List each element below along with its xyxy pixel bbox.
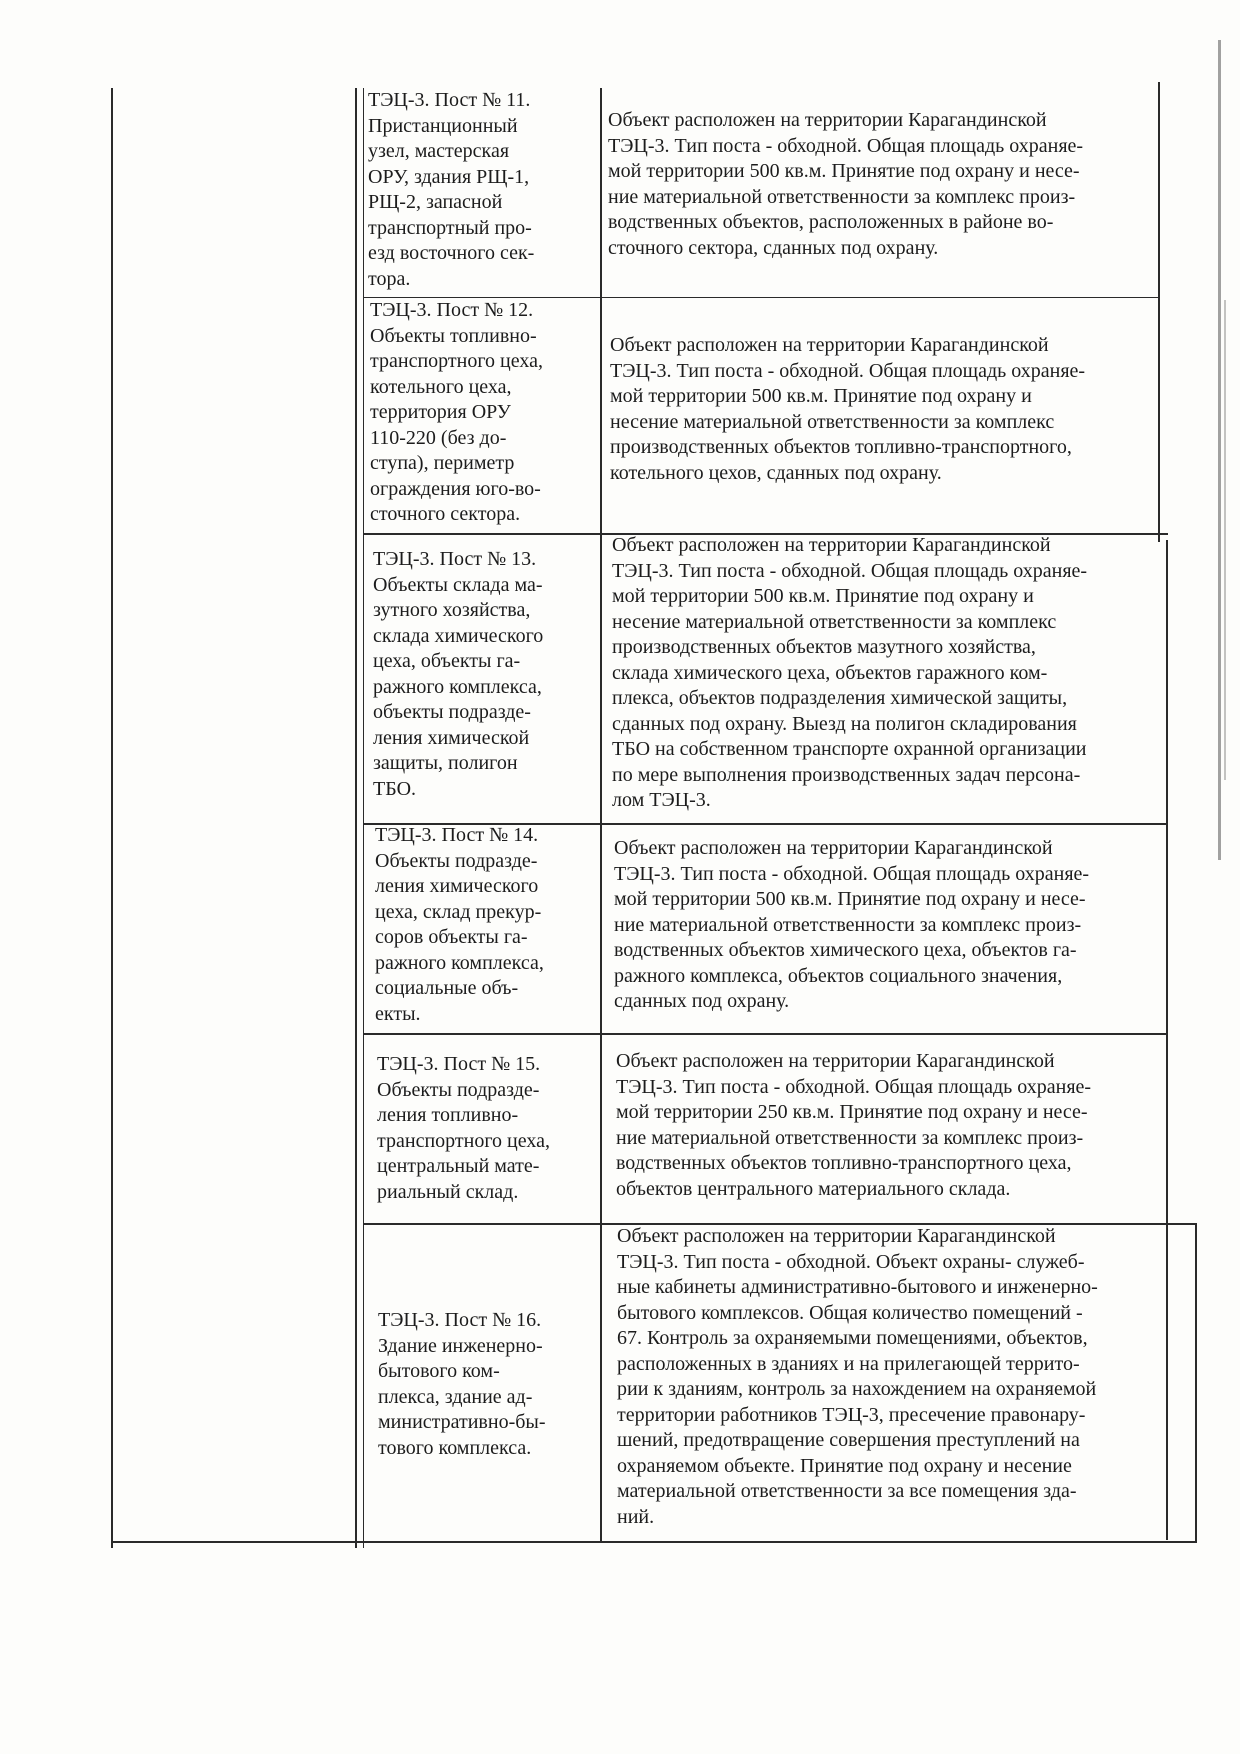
description-cell-15: Объект расположен на территории Карагандинской ТЭЦ-3. Тип поста - обходной. Общая площадь охраняе- мой территории 250 кв.м. Принятие под охрану и несе- ние материальной ответственности за комплекс произ- водственных объектов топливно-транспортного цеха, объектов центрального материального склада. (616, 1050, 1092, 1200)
left-border (111, 88, 113, 1548)
post-cell-16: ТЭЦ-3. Пост № 16. Здание инженерно- бытового ком- плекса, здание ад- министративно-бы- тового комплекса. (378, 1309, 546, 1459)
post-cell-14: ТЭЦ-3. Пост № 14. Объекты подразде- ления химического цеха, склад прекур- соров объекты га- ражного комплекса, социальные объ- екты. (375, 824, 544, 1025)
bottom-border (111, 1541, 1197, 1543)
column-divider-1 (355, 88, 357, 1548)
right-border-outer (1195, 1223, 1197, 1541)
description-cell-14: Объект расположен на территории Карагандинской ТЭЦ-3. Тип поста - обходной. Общая площадь охраняе- мой территории 500 кв.м. Принятие под охрану и несе- ние материальной ответственности за комплекс произ- водственных объектов химического цеха, объектов га- ражного комплекса, объектов социального значения, сданных под охрану. (614, 837, 1090, 1012)
column-divider-2 (600, 88, 602, 1543)
description-cell-11: Объект расположен на территории Карагандинской ТЭЦ-3. Тип поста - обходной. Общая площадь охраняе- мой территории 500 кв.м. Принятие под охрану и несе- ние материальной ответственности за комплекс произ- водственных объектов, расположенных в районе во- сточного сектора, сданных под охрану. (608, 109, 1084, 259)
post-cell-11: ТЭЦ-3. Пост № 11. Пристанционный узел, мастерская ОРУ, здания РЩ-1, РЩ-2, запасной транспортный про- езд восточного сек- тора. (368, 89, 535, 290)
description-cell-16: Объект расположен на территории Карагандинской ТЭЦ-3. Тип поста - обходной. Объект охраны- служеб- ные кабинеты административно-бытового и инженерно- бытового комплексов. Общая количество помещений - 67. Контроль за охраняемыми помещениями, объектов, расположенных в зданиях и на прилегающей террито- рии к зданиям, контроль за нахождением на охраняемой территории работников ТЭЦ-3, пресечение правонару- шений, предотвращение совершения преступлений на охраняемом объекте. Принятие под охрану и несение материальной ответственности за все помещения зда- ний. (617, 1225, 1098, 1528)
row-divider-14-15 (363, 1033, 1168, 1035)
description-cell-12: Объект расположен на территории Карагандинской ТЭЦ-3. Тип поста - обходной. Общая площадь охраняе- мой территории 500 кв.м. Принятие под охрану и несение материальной ответственности за комплекс производственных объектов топливно-транспортного, котельного цехов, сданных под охрану. (610, 334, 1086, 484)
scan-edge-mark-2 (1224, 300, 1226, 780)
column-divider-3 (1158, 82, 1160, 542)
post-cell-13: ТЭЦ-3. Пост № 13. Объекты склада ма- зутного хозяйства, склада химического цеха, объекты га- ражного комплекса, объекты подразде- ления химической защиты, полигон ТБО. (373, 548, 544, 800)
description-cell-13: Объект расположен на территории Карагандинской ТЭЦ-3. Тип поста - обходной. Общая площадь охраняе- мой территории 500 кв.м. Принятие под охрану и несение материальной ответственности за комплекс производственных объектов мазутного хозяйства, склада химического цеха, объектов гаражного ком- плекса, объектов подразделения химической защиты, сданных под охрану. Выезд на полигон складирования ТБО на собственном транспорте охранной организации по мере выполнения производственных задач персона- лом ТЭЦ-3. (612, 534, 1088, 811)
post-cell-15: ТЭЦ-3. Пост № 15. Объекты подразде- ления топливно- транспортного цеха, центральный мате- риальный склад. (377, 1053, 550, 1203)
post-cell-12: ТЭЦ-3. Пост № 12. Объекты топливно- транспортного цеха, котельного цеха, территория ОРУ 110-220 (без до- ступа), периметр ограждения юго-во- сточного сектора. (370, 299, 543, 525)
column-divider-1b (363, 88, 364, 1548)
scan-edge-mark (1218, 40, 1221, 860)
